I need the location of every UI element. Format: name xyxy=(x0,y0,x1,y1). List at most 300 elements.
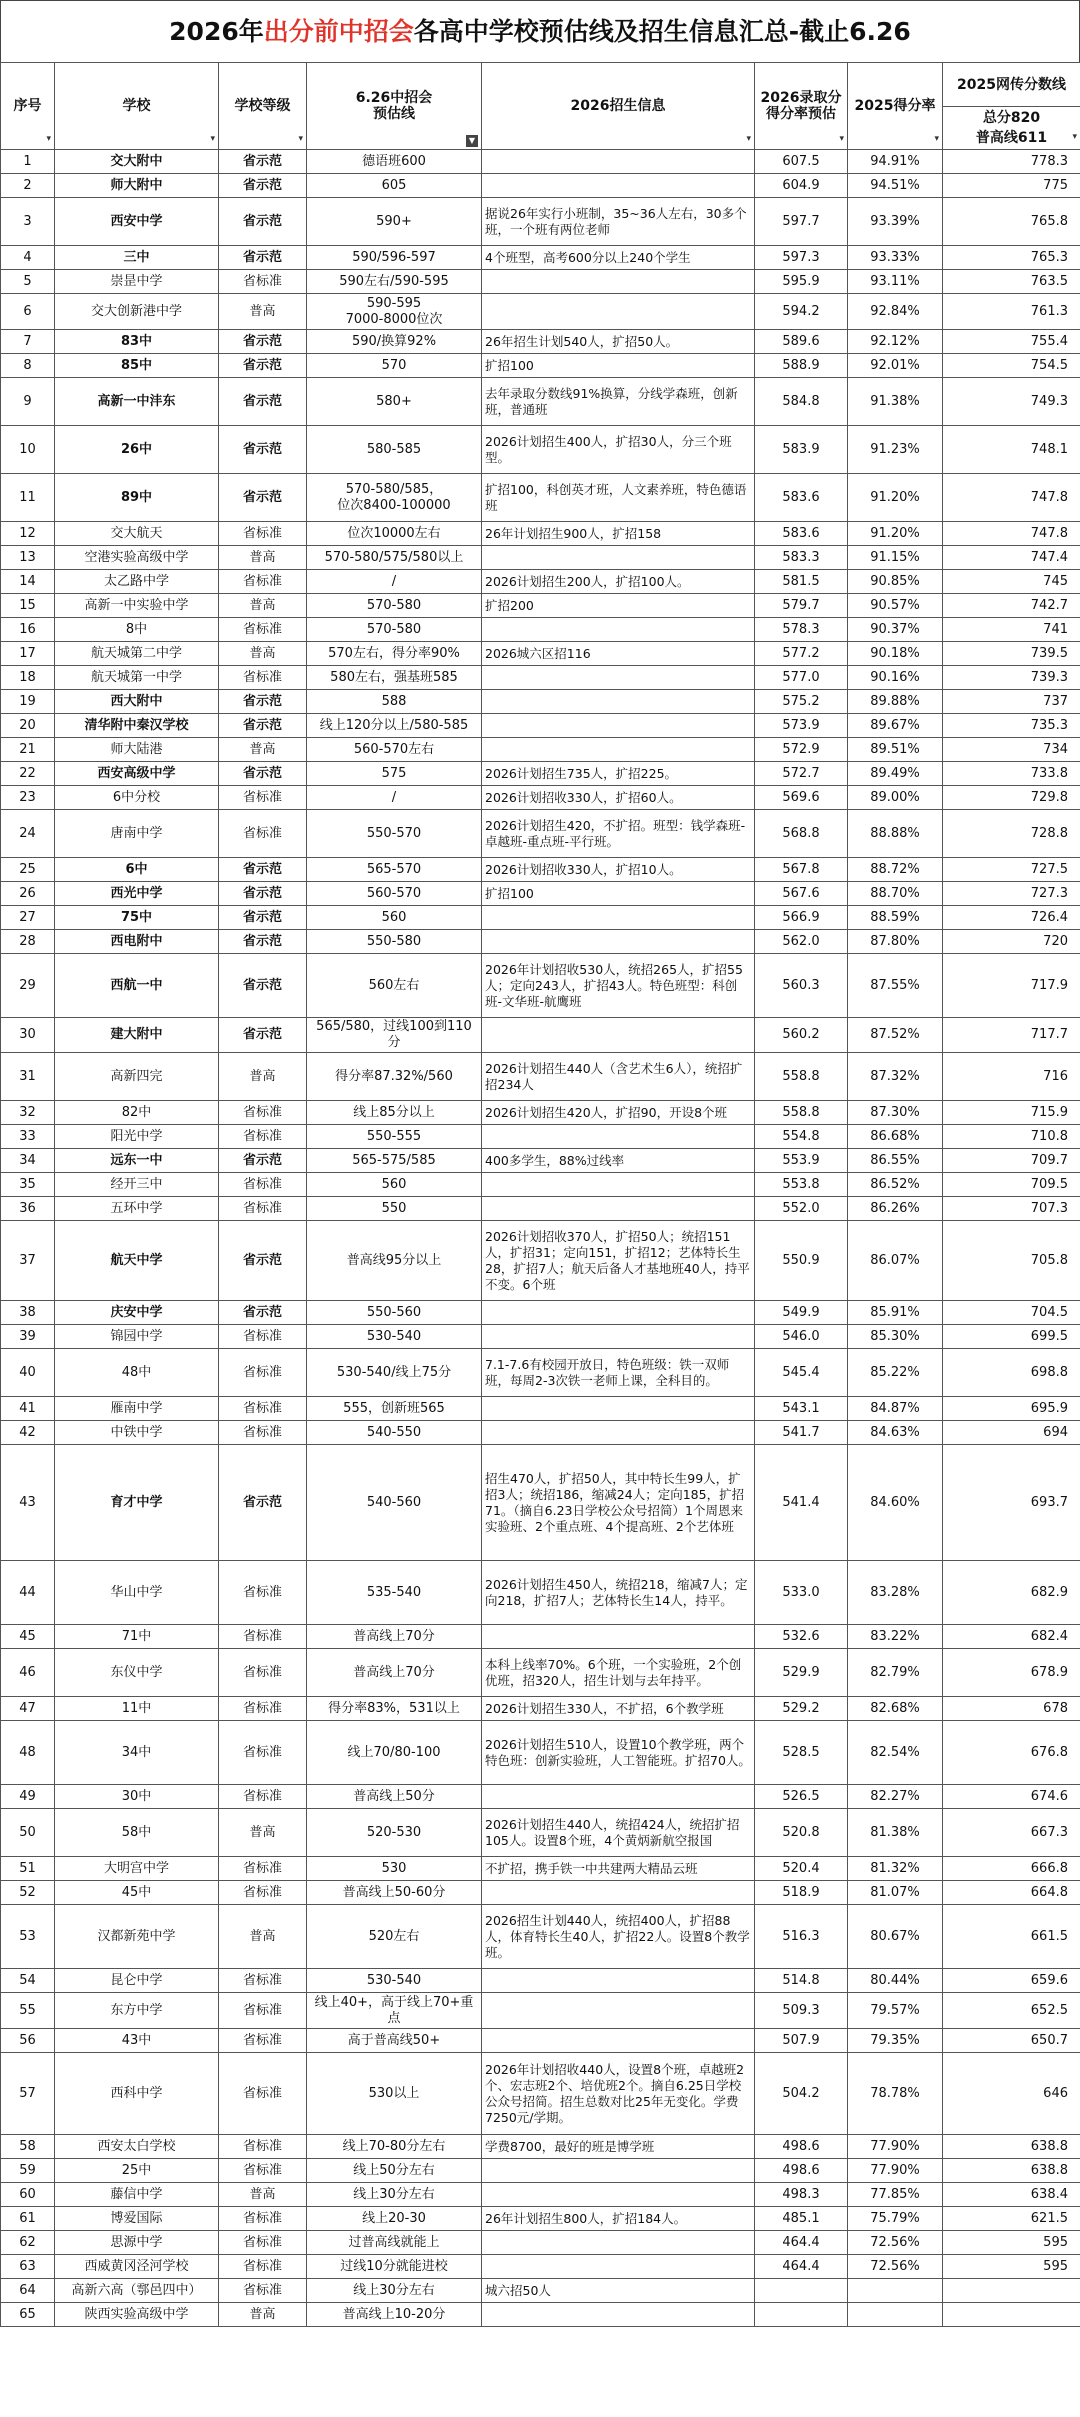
cell-info[interactable]: 4个班型，高考600分以上240个学生 xyxy=(482,246,755,270)
cell-line-2025[interactable]: 652.5 xyxy=(943,1993,1080,2029)
table-row[interactable] xyxy=(1,1101,1080,1125)
cell-line-2025[interactable]: 739.3 xyxy=(943,666,1080,690)
cell-info[interactable] xyxy=(482,2183,755,2207)
cell-index[interactable]: 9 xyxy=(1,378,55,426)
cell-info[interactable]: 城六招50人 xyxy=(482,2279,755,2303)
cell-info[interactable]: 26年计划招生900人，扩招158 xyxy=(482,522,755,546)
cell-rate-2025[interactable]: 75.79% xyxy=(848,2207,943,2231)
cell-line-2025[interactable]: 715.9 xyxy=(943,1101,1080,1125)
cell-estimate[interactable]: 普高线上70分 xyxy=(307,1625,482,1649)
cell-estimate[interactable]: 540-550 xyxy=(307,1421,482,1445)
table-row[interactable] xyxy=(1,810,1080,858)
cell-level[interactable]: 省标准 xyxy=(219,1785,307,1809)
cell-index[interactable]: 17 xyxy=(1,642,55,666)
cell-level[interactable]: 普高 xyxy=(219,738,307,762)
cell-estimate[interactable]: 590-595 7000-8000位次 xyxy=(307,294,482,330)
cell-school[interactable]: 太乙路中学 xyxy=(55,570,219,594)
cell-estimate[interactable]: 得分率83%，531以上 xyxy=(307,1697,482,1721)
cell-estimate[interactable]: 580+ xyxy=(307,378,482,426)
cell-info[interactable] xyxy=(482,1785,755,1809)
cell-level[interactable]: 省标准 xyxy=(219,1349,307,1397)
cell-rate-2026[interactable]: 529.2 xyxy=(755,1697,848,1721)
filter-caret-icon[interactable]: ▾ xyxy=(839,134,844,144)
cell-estimate[interactable]: 线上70/80-100 xyxy=(307,1721,482,1785)
cell-info[interactable] xyxy=(482,1125,755,1149)
cell-info[interactable] xyxy=(482,1993,755,2029)
cell-level[interactable]: 省标准 xyxy=(219,1857,307,1881)
cell-school[interactable]: 陕西实验高级中学 xyxy=(55,2303,219,2327)
cell-rate-2025[interactable]: 72.56% xyxy=(848,2255,943,2279)
cell-rate-2025[interactable]: 85.22% xyxy=(848,1349,943,1397)
cell-info[interactable] xyxy=(482,690,755,714)
cell-rate-2025[interactable]: 89.49% xyxy=(848,762,943,786)
table-row[interactable] xyxy=(1,786,1080,810)
cell-rate-2026[interactable]: 572.9 xyxy=(755,738,848,762)
cell-school[interactable]: 89中 xyxy=(55,474,219,522)
cell-rate-2025[interactable]: 93.33% xyxy=(848,246,943,270)
cell-index[interactable]: 34 xyxy=(1,1149,55,1173)
table-row[interactable] xyxy=(1,1969,1080,1993)
cell-info[interactable]: 7.1-7.6有校园开放日，特色班级：铁一双师班，每周2-3次铁一老师上课，全科目的。 xyxy=(482,1349,755,1397)
cell-school[interactable]: 西科中学 xyxy=(55,2053,219,2135)
table-row[interactable] xyxy=(1,150,1080,174)
cell-info[interactable] xyxy=(482,270,755,294)
cell-estimate[interactable]: 565/580，过线100到110分 xyxy=(307,1018,482,1053)
cell-index[interactable]: 48 xyxy=(1,1721,55,1785)
cell-index[interactable]: 57 xyxy=(1,2053,55,2135)
cell-rate-2025[interactable]: 94.51% xyxy=(848,174,943,198)
cell-rate-2025[interactable]: 78.78% xyxy=(848,2053,943,2135)
cell-line-2025[interactable]: 761.3 xyxy=(943,294,1080,330)
cell-index[interactable]: 25 xyxy=(1,858,55,882)
cell-school[interactable]: 大明宫中学 xyxy=(55,1857,219,1881)
cell-estimate[interactable]: 590/596-597 xyxy=(307,246,482,270)
cell-school[interactable]: 阳光中学 xyxy=(55,1125,219,1149)
table-row[interactable] xyxy=(1,2029,1080,2053)
cell-rate-2025[interactable]: 86.55% xyxy=(848,1149,943,1173)
table-row[interactable] xyxy=(1,330,1080,354)
cell-index[interactable]: 62 xyxy=(1,2231,55,2255)
cell-rate-2026[interactable]: 597.3 xyxy=(755,246,848,270)
table-row[interactable] xyxy=(1,1649,1080,1697)
cell-rate-2026[interactable]: 498.6 xyxy=(755,2159,848,2183)
cell-line-2025[interactable]: 650.7 xyxy=(943,2029,1080,2053)
cell-rate-2026[interactable]: 578.3 xyxy=(755,618,848,642)
table-row[interactable] xyxy=(1,858,1080,882)
cell-estimate[interactable]: 590左右/590-595 xyxy=(307,270,482,294)
cell-level[interactable]: 省标准 xyxy=(219,570,307,594)
cell-rate-2025[interactable]: 89.00% xyxy=(848,786,943,810)
table-row[interactable] xyxy=(1,1125,1080,1149)
cell-line-2025[interactable]: 741 xyxy=(943,618,1080,642)
cell-school[interactable]: 唐南中学 xyxy=(55,810,219,858)
cell-info[interactable] xyxy=(482,2255,755,2279)
cell-level[interactable]: 省示范 xyxy=(219,954,307,1018)
cell-rate-2025[interactable]: 82.79% xyxy=(848,1649,943,1697)
cell-line-2025[interactable]: 638.8 xyxy=(943,2159,1080,2183)
cell-line-2025[interactable]: 693.7 xyxy=(943,1445,1080,1561)
cell-school[interactable]: 西航一中 xyxy=(55,954,219,1018)
table-row[interactable] xyxy=(1,906,1080,930)
cell-info[interactable] xyxy=(482,738,755,762)
cell-school[interactable]: 东仪中学 xyxy=(55,1649,219,1697)
cell-estimate[interactable]: 530 xyxy=(307,1857,482,1881)
cell-rate-2025[interactable]: 86.07% xyxy=(848,1221,943,1301)
cell-level[interactable]: 省标准 xyxy=(219,810,307,858)
cell-line-2025[interactable]: 694 xyxy=(943,1421,1080,1445)
table-row[interactable] xyxy=(1,1325,1080,1349)
cell-rate-2025[interactable]: 84.87% xyxy=(848,1397,943,1421)
cell-estimate[interactable]: 德语班600 xyxy=(307,150,482,174)
cell-index[interactable]: 23 xyxy=(1,786,55,810)
cell-rate-2026[interactable] xyxy=(755,2279,848,2303)
cell-estimate[interactable]: 580左右，强基班585 xyxy=(307,666,482,690)
cell-index[interactable]: 61 xyxy=(1,2207,55,2231)
table-row[interactable] xyxy=(1,954,1080,1018)
cell-info[interactable]: 2026计划招收370人，扩招50人；统招151人，扩招31；定向151，扩招12；艺体特长生28，扩招7人；航天后备人才基地班40人，持平不变。6个班 xyxy=(482,1221,755,1301)
cell-rate-2025[interactable]: 84.63% xyxy=(848,1421,943,1445)
cell-rate-2025[interactable]: 82.54% xyxy=(848,1721,943,1785)
cell-estimate[interactable]: / xyxy=(307,786,482,810)
cell-info[interactable] xyxy=(482,1018,755,1053)
cell-rate-2025[interactable]: 88.59% xyxy=(848,906,943,930)
cell-rate-2025[interactable]: 90.57% xyxy=(848,594,943,618)
cell-info[interactable]: 去年录取分数线91%换算，分线学森班，创新班，普通班 xyxy=(482,378,755,426)
header-rate-2026[interactable]: 2026录取分 得分率预估 ▾ xyxy=(755,63,848,150)
cell-rate-2025[interactable]: 77.85% xyxy=(848,2183,943,2207)
cell-school[interactable]: 师大陆港 xyxy=(55,738,219,762)
table-row[interactable] xyxy=(1,1809,1080,1857)
cell-school[interactable]: 71中 xyxy=(55,1625,219,1649)
cell-estimate[interactable]: 560-570左右 xyxy=(307,738,482,762)
cell-school[interactable]: 高新一中沣东 xyxy=(55,378,219,426)
cell-rate-2026[interactable]: 577.2 xyxy=(755,642,848,666)
cell-rate-2025[interactable]: 77.90% xyxy=(848,2135,943,2159)
cell-estimate[interactable]: 575 xyxy=(307,762,482,786)
header-estimate[interactable]: 6.26中招会 预估线 ▼ xyxy=(307,63,482,150)
cell-estimate[interactable]: 550-570 xyxy=(307,810,482,858)
table-row[interactable] xyxy=(1,270,1080,294)
table-row[interactable] xyxy=(1,246,1080,270)
cell-index[interactable]: 39 xyxy=(1,1325,55,1349)
table-row[interactable] xyxy=(1,666,1080,690)
cell-estimate[interactable]: 570-580/575/580以上 xyxy=(307,546,482,570)
cell-rate-2026[interactable]: 589.6 xyxy=(755,330,848,354)
cell-level[interactable]: 省示范 xyxy=(219,330,307,354)
cell-info[interactable]: 扩招100，科创英才班，人文素养班，特色德语班 xyxy=(482,474,755,522)
cell-rate-2026[interactable]: 520.4 xyxy=(755,1857,848,1881)
cell-school[interactable]: 西威黄冈泾河学校 xyxy=(55,2255,219,2279)
cell-estimate[interactable]: 普高线上10-20分 xyxy=(307,2303,482,2327)
cell-rate-2025[interactable]: 92.12% xyxy=(848,330,943,354)
table-row[interactable] xyxy=(1,2183,1080,2207)
cell-level[interactable]: 省示范 xyxy=(219,246,307,270)
cell-line-2025[interactable]: 755.4 xyxy=(943,330,1080,354)
cell-info[interactable]: 400多学生，88%过线率 xyxy=(482,1149,755,1173)
cell-rate-2025[interactable]: 91.15% xyxy=(848,546,943,570)
cell-line-2025[interactable]: 716 xyxy=(943,1053,1080,1101)
cell-school[interactable]: 三中 xyxy=(55,246,219,270)
cell-estimate[interactable]: 560-570 xyxy=(307,882,482,906)
cell-school[interactable]: 30中 xyxy=(55,1785,219,1809)
cell-rate-2025[interactable]: 88.88% xyxy=(848,810,943,858)
table-row[interactable] xyxy=(1,2279,1080,2303)
cell-estimate[interactable]: 570-580 xyxy=(307,618,482,642)
cell-line-2025[interactable]: 595 xyxy=(943,2255,1080,2279)
cell-rate-2025[interactable]: 86.52% xyxy=(848,1173,943,1197)
cell-rate-2025[interactable]: 86.68% xyxy=(848,1125,943,1149)
cell-line-2025[interactable]: 710.8 xyxy=(943,1125,1080,1149)
cell-info[interactable]: 2026计划招生200人，扩招100人。 xyxy=(482,570,755,594)
table-row[interactable] xyxy=(1,354,1080,378)
cell-estimate[interactable]: 普高线上50分 xyxy=(307,1785,482,1809)
table-row[interactable] xyxy=(1,1221,1080,1301)
cell-info[interactable]: 2026年计划招收530人，统招265人，扩招55人；定向243人，扩招43人。特色班型：科创班-文华班-航鹰班 xyxy=(482,954,755,1018)
cell-school[interactable]: 43中 xyxy=(55,2029,219,2053)
cell-school[interactable]: 建大附中 xyxy=(55,1018,219,1053)
cell-index[interactable]: 1 xyxy=(1,150,55,174)
active-filter-icon[interactable]: ▼ xyxy=(466,135,478,147)
table-row[interactable] xyxy=(1,738,1080,762)
cell-line-2025[interactable]: 646 xyxy=(943,2053,1080,2135)
cell-level[interactable]: 省标准 xyxy=(219,2231,307,2255)
cell-level[interactable]: 普高 xyxy=(219,2183,307,2207)
cell-line-2025[interactable]: 699.5 xyxy=(943,1325,1080,1349)
cell-index[interactable]: 55 xyxy=(1,1993,55,2029)
cell-estimate[interactable]: 线上30分左右 xyxy=(307,2183,482,2207)
cell-estimate[interactable]: 550-580 xyxy=(307,930,482,954)
cell-line-2025[interactable]: 661.5 xyxy=(943,1905,1080,1969)
cell-estimate[interactable]: 530以上 xyxy=(307,2053,482,2135)
cell-rate-2025[interactable]: 91.20% xyxy=(848,474,943,522)
table-row[interactable] xyxy=(1,426,1080,474)
cell-estimate[interactable]: 570 xyxy=(307,354,482,378)
cell-rate-2025[interactable]: 87.52% xyxy=(848,1018,943,1053)
cell-estimate[interactable]: 570-580 xyxy=(307,594,482,618)
cell-rate-2026[interactable]: 498.6 xyxy=(755,2135,848,2159)
cell-index[interactable]: 30 xyxy=(1,1018,55,1053)
cell-line-2025[interactable]: 765.8 xyxy=(943,198,1080,246)
cell-info[interactable] xyxy=(482,1173,755,1197)
cell-level[interactable]: 省标准 xyxy=(219,1993,307,2029)
table-row[interactable] xyxy=(1,1881,1080,1905)
cell-level[interactable]: 省示范 xyxy=(219,1445,307,1561)
cell-line-2025[interactable]: 747.8 xyxy=(943,522,1080,546)
cell-info[interactable]: 2026计划招生420，不扩招。班型：钱学森班-卓越班-重点班-平行班。 xyxy=(482,810,755,858)
table-row[interactable] xyxy=(1,1301,1080,1325)
cell-line-2025[interactable]: 682.4 xyxy=(943,1625,1080,1649)
cell-school[interactable]: 远东一中 xyxy=(55,1149,219,1173)
cell-level[interactable]: 省标准 xyxy=(219,666,307,690)
cell-estimate[interactable]: 线上50分左右 xyxy=(307,2159,482,2183)
cell-index[interactable]: 15 xyxy=(1,594,55,618)
table-row[interactable] xyxy=(1,690,1080,714)
cell-rate-2025[interactable]: 89.67% xyxy=(848,714,943,738)
cell-rate-2025[interactable]: 84.60% xyxy=(848,1445,943,1561)
cell-info[interactable] xyxy=(482,2303,755,2327)
cell-rate-2025[interactable]: 86.26% xyxy=(848,1197,943,1221)
cell-level[interactable]: 省示范 xyxy=(219,426,307,474)
cell-rate-2025[interactable]: 81.38% xyxy=(848,1809,943,1857)
cell-rate-2025[interactable]: 94.91% xyxy=(848,150,943,174)
cell-estimate[interactable]: / xyxy=(307,570,482,594)
table-row[interactable] xyxy=(1,2135,1080,2159)
cell-school[interactable]: 西安太白学校 xyxy=(55,2135,219,2159)
cell-school[interactable]: 博爱国际 xyxy=(55,2207,219,2231)
cell-rate-2025[interactable]: 90.16% xyxy=(848,666,943,690)
cell-index[interactable]: 52 xyxy=(1,1881,55,1905)
cell-line-2025[interactable]: 739.5 xyxy=(943,642,1080,666)
table-row[interactable] xyxy=(1,1993,1080,2029)
filter-caret-icon[interactable]: ▾ xyxy=(46,134,51,144)
cell-estimate[interactable]: 540-560 xyxy=(307,1445,482,1561)
cell-line-2025[interactable]: 698.8 xyxy=(943,1349,1080,1397)
cell-estimate[interactable]: 550-555 xyxy=(307,1125,482,1149)
cell-index[interactable]: 42 xyxy=(1,1421,55,1445)
cell-rate-2026[interactable]: 485.1 xyxy=(755,2207,848,2231)
cell-info[interactable]: 本科上线率70%。6个班，一个实验班，2个创优班，招320人，招生计划与去年持平。 xyxy=(482,1649,755,1697)
table-row[interactable] xyxy=(1,1625,1080,1649)
cell-rate-2026[interactable]: 579.7 xyxy=(755,594,848,618)
cell-level[interactable]: 省标准 xyxy=(219,1561,307,1625)
cell-school[interactable]: 清华附中秦汉学校 xyxy=(55,714,219,738)
cell-school[interactable]: 庆安中学 xyxy=(55,1301,219,1325)
cell-line-2025[interactable]: 754.5 xyxy=(943,354,1080,378)
cell-school[interactable]: 思源中学 xyxy=(55,2231,219,2255)
cell-estimate[interactable]: 550-560 xyxy=(307,1301,482,1325)
cell-estimate[interactable]: 520左右 xyxy=(307,1905,482,1969)
cell-school[interactable]: 25中 xyxy=(55,2159,219,2183)
cell-rate-2026[interactable]: 583.6 xyxy=(755,522,848,546)
cell-index[interactable]: 18 xyxy=(1,666,55,690)
header-level[interactable]: 学校等级 ▾ xyxy=(219,63,307,150)
cell-estimate[interactable]: 线上40+，高于线上70+重点 xyxy=(307,1993,482,2029)
cell-estimate[interactable]: 550 xyxy=(307,1197,482,1221)
cell-rate-2026[interactable]: 509.3 xyxy=(755,1993,848,2029)
cell-level[interactable]: 省标准 xyxy=(219,1697,307,1721)
cell-index[interactable]: 22 xyxy=(1,762,55,786)
cell-rate-2025[interactable]: 80.44% xyxy=(848,1969,943,1993)
cell-rate-2026[interactable]: 573.9 xyxy=(755,714,848,738)
cell-rate-2026[interactable]: 604.9 xyxy=(755,174,848,198)
cell-level[interactable]: 省示范 xyxy=(219,714,307,738)
cell-rate-2026[interactable] xyxy=(755,2303,848,2327)
cell-info[interactable]: 2026计划招生330人，不扩招，6个教学班 xyxy=(482,1697,755,1721)
cell-line-2025[interactable]: 678 xyxy=(943,1697,1080,1721)
cell-school[interactable]: 师大附中 xyxy=(55,174,219,198)
cell-level[interactable]: 省示范 xyxy=(219,474,307,522)
cell-rate-2025[interactable]: 88.72% xyxy=(848,858,943,882)
cell-school[interactable]: 高新六高（鄠邑四中） xyxy=(55,2279,219,2303)
cell-info[interactable] xyxy=(482,2159,755,2183)
table-row[interactable] xyxy=(1,2303,1080,2327)
cell-level[interactable]: 省标准 xyxy=(219,1397,307,1421)
cell-level[interactable]: 省标准 xyxy=(219,2135,307,2159)
cell-rate-2026[interactable]: 514.8 xyxy=(755,1969,848,1993)
cell-rate-2026[interactable]: 549.9 xyxy=(755,1301,848,1325)
cell-index[interactable]: 11 xyxy=(1,474,55,522)
table-row[interactable] xyxy=(1,174,1080,198)
cell-rate-2026[interactable]: 541.4 xyxy=(755,1445,848,1561)
cell-school[interactable]: 西安高级中学 xyxy=(55,762,219,786)
cell-level[interactable]: 省示范 xyxy=(219,198,307,246)
cell-estimate[interactable]: 588 xyxy=(307,690,482,714)
cell-estimate[interactable]: 线上85分以上 xyxy=(307,1101,482,1125)
cell-estimate[interactable]: 560 xyxy=(307,906,482,930)
cell-rate-2025[interactable]: 82.27% xyxy=(848,1785,943,1809)
cell-level[interactable]: 省标准 xyxy=(219,1197,307,1221)
cell-index[interactable]: 28 xyxy=(1,930,55,954)
cell-estimate[interactable]: 高于普高线50+ xyxy=(307,2029,482,2053)
table-row[interactable] xyxy=(1,1397,1080,1421)
cell-line-2025[interactable]: 707.3 xyxy=(943,1197,1080,1221)
cell-level[interactable]: 普高 xyxy=(219,1809,307,1857)
cell-school[interactable]: 藤信中学 xyxy=(55,2183,219,2207)
filter-caret-icon[interactable]: ▾ xyxy=(934,134,939,144)
cell-level[interactable]: 省示范 xyxy=(219,354,307,378)
table-row[interactable] xyxy=(1,762,1080,786)
table-row[interactable] xyxy=(1,2231,1080,2255)
cell-rate-2025[interactable] xyxy=(848,2303,943,2327)
cell-rate-2026[interactable]: 541.7 xyxy=(755,1421,848,1445)
cell-estimate[interactable]: 过线10分就能进校 xyxy=(307,2255,482,2279)
cell-level[interactable]: 省标准 xyxy=(219,1721,307,1785)
cell-line-2025[interactable]: 717.7 xyxy=(943,1018,1080,1053)
cell-level[interactable]: 省示范 xyxy=(219,378,307,426)
cell-index[interactable]: 16 xyxy=(1,618,55,642)
cell-school[interactable]: 6中分校 xyxy=(55,786,219,810)
cell-school[interactable]: 经开三中 xyxy=(55,1173,219,1197)
cell-rate-2025[interactable]: 93.39% xyxy=(848,198,943,246)
cell-estimate[interactable]: 线上120分以上/580-585 xyxy=(307,714,482,738)
cell-index[interactable]: 14 xyxy=(1,570,55,594)
cell-school[interactable]: 26中 xyxy=(55,426,219,474)
cell-rate-2026[interactable]: 583.3 xyxy=(755,546,848,570)
cell-line-2025[interactable]: 747.4 xyxy=(943,546,1080,570)
cell-school[interactable]: 交大创新港中学 xyxy=(55,294,219,330)
cell-index[interactable]: 20 xyxy=(1,714,55,738)
cell-index[interactable]: 31 xyxy=(1,1053,55,1101)
cell-school[interactable]: 西电附中 xyxy=(55,930,219,954)
cell-rate-2025[interactable]: 79.35% xyxy=(848,2029,943,2053)
cell-level[interactable]: 省标准 xyxy=(219,1125,307,1149)
cell-line-2025[interactable]: 749.3 xyxy=(943,378,1080,426)
cell-index[interactable]: 40 xyxy=(1,1349,55,1397)
cell-info[interactable]: 2026城六区招116 xyxy=(482,642,755,666)
table-row[interactable] xyxy=(1,882,1080,906)
cell-index[interactable]: 60 xyxy=(1,2183,55,2207)
cell-level[interactable]: 普高 xyxy=(219,1053,307,1101)
cell-level[interactable]: 省示范 xyxy=(219,858,307,882)
cell-level[interactable]: 省示范 xyxy=(219,930,307,954)
cell-index[interactable]: 59 xyxy=(1,2159,55,2183)
table-row[interactable] xyxy=(1,714,1080,738)
cell-rate-2025[interactable]: 92.84% xyxy=(848,294,943,330)
cell-info[interactable]: 扩招100 xyxy=(482,354,755,378)
cell-info[interactable]: 学费8700，最好的班是博学班 xyxy=(482,2135,755,2159)
cell-info[interactable]: 2026计划招生440人（含艺术生6人），统招扩招234人 xyxy=(482,1053,755,1101)
cell-estimate[interactable]: 565-570 xyxy=(307,858,482,882)
cell-estimate[interactable]: 530-540 xyxy=(307,1969,482,1993)
cell-rate-2026[interactable]: 504.2 xyxy=(755,2053,848,2135)
cell-info[interactable] xyxy=(482,1969,755,1993)
cell-rate-2025[interactable]: 87.30% xyxy=(848,1101,943,1125)
table-row[interactable] xyxy=(1,1721,1080,1785)
table-row[interactable] xyxy=(1,618,1080,642)
cell-school[interactable]: 45中 xyxy=(55,1881,219,1905)
cell-rate-2025[interactable]: 81.32% xyxy=(848,1857,943,1881)
cell-rate-2026[interactable]: 543.1 xyxy=(755,1397,848,1421)
